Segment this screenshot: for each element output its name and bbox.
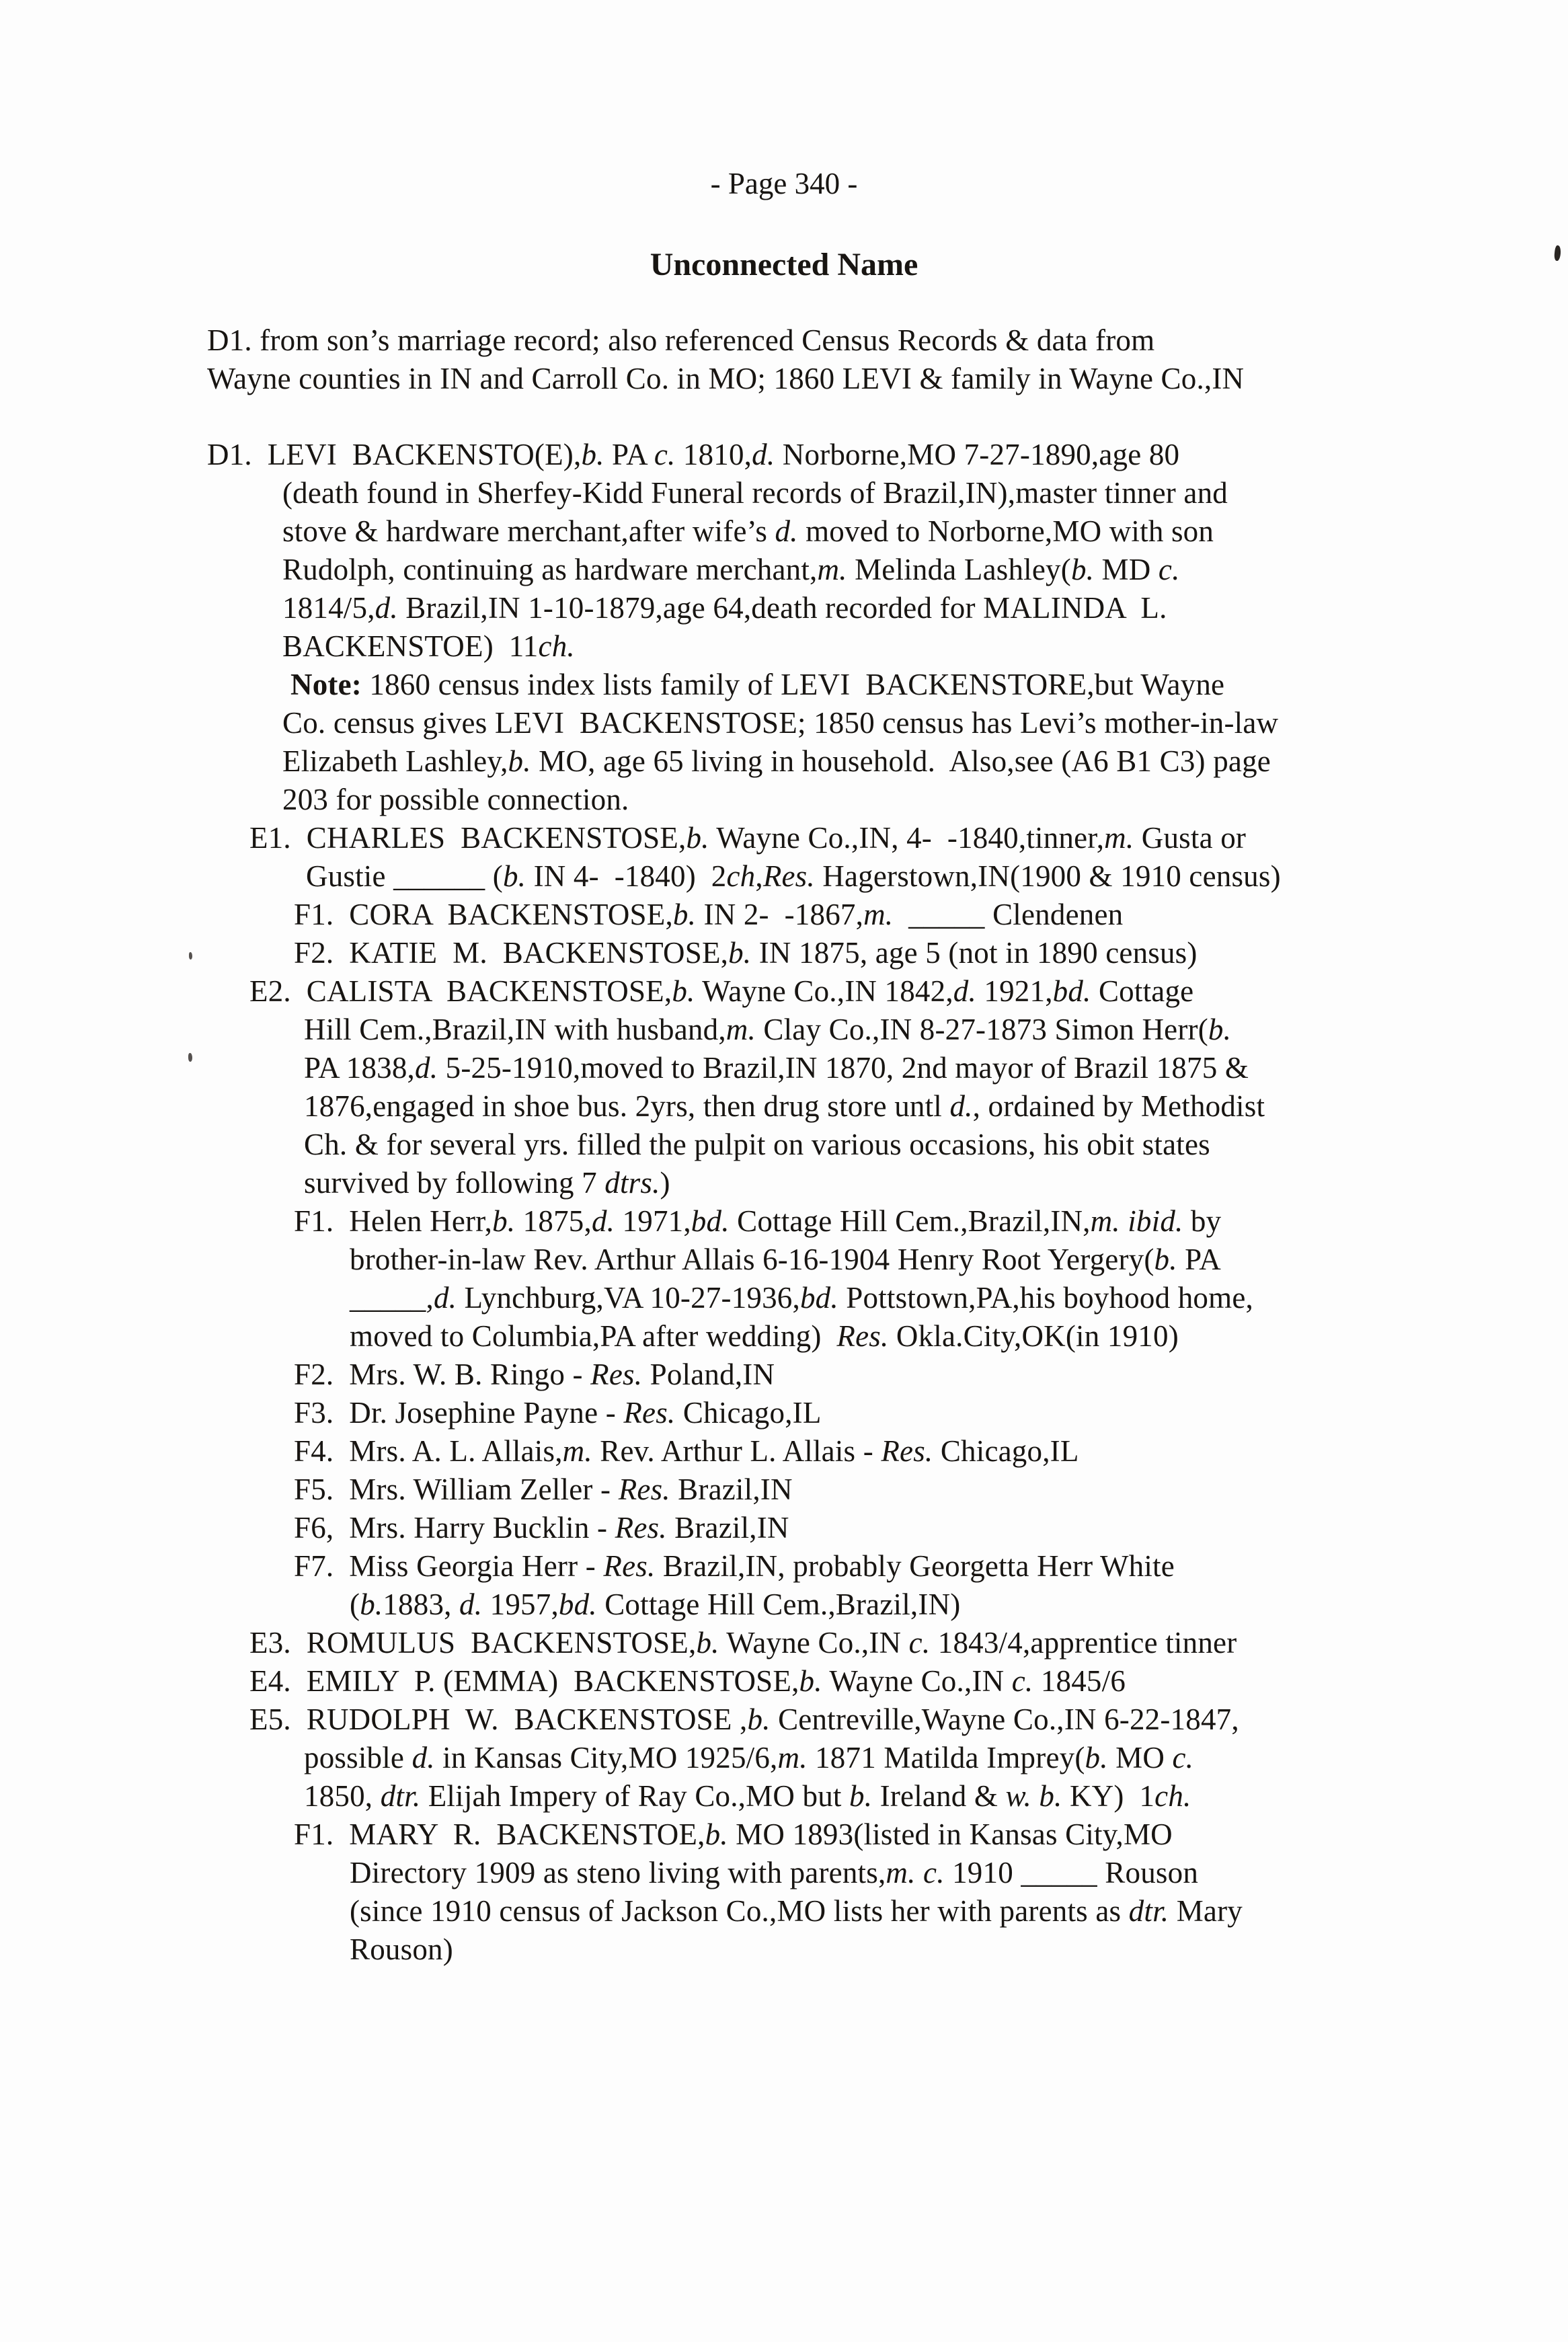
entry-d1-line-6: BACKENSTOE) 11ch. — [282, 629, 575, 663]
entry-d1-line-1: D1. LEVI BACKENSTO(E),b. PA c. 1810,d. Norborne,MO 7-27-1890,age 80 — [207, 438, 1180, 471]
intro-line-2: Wayne counties in IN and Carroll Co. in MO; 1860 LEVI & family in Wayne Co.,IN — [207, 362, 1245, 395]
entry-d1-line-5: 1814/5,d. Brazil,IN 1-10-1879,age 64,death recorded for MALINDA L. — [282, 591, 1167, 625]
entry-d1-note-4: 203 for possible connection. — [282, 783, 629, 816]
entry-e2-line-2: Hill Cem.,Brazil,IN with husband,m. Clay Co.,IN 8-27-1873 Simon Herr(b. — [304, 1013, 1232, 1046]
entry-f1c-line-3: (since 1910 census of Jackson Co.,MO lists her with parents as dtr. Mary — [350, 1894, 1243, 1928]
entry-e5-line-1: E5. RUDOLPH W. BACKENSTOSE ,b. Centreville,Wayne Co.,IN 6-22-1847, — [249, 1703, 1239, 1736]
page-number: - Page 340 - — [710, 167, 858, 200]
entry-f1a-line-1: F1. CORA BACKENSTOSE,b. IN 2- -1867,m. _____ Clendenen — [294, 898, 1124, 931]
entry-e5-line-3: 1850, dtr. Elijah Impery of Ray Co.,MO but b. Ireland & w. b. KY) 1ch. — [304, 1779, 1191, 1813]
scan-artifact-speck — [188, 1053, 192, 1062]
entry-d1-line-4: Rudolph, continuing as hardware merchant,m. Melinda Lashley(b. MD c. — [282, 553, 1180, 586]
entry-f6-line-1: F6, Mrs. Harry Bucklin - Res. Brazil,IN — [294, 1511, 789, 1545]
section-title: Unconnected Name — [650, 247, 918, 282]
entry-e2-line-3: PA 1838,d. 5-25-1910,moved to Brazil,IN 1870, 2nd mayor of Brazil 1875 & — [304, 1051, 1249, 1085]
entry-f2b-line-1: F2. Mrs. W. B. Ringo - Res. Poland,IN — [294, 1358, 775, 1391]
entry-e1-line-2: Gustie ______ (b. IN 4- -1840) 2ch,Res. Hagerstown,IN(1900 & 1910 census) — [306, 859, 1281, 893]
entry-d1-line-2: (death found in Sherfey-Kidd Funeral records of Brazil,IN),master tinner and — [282, 476, 1228, 510]
entry-f4-line-1: F4. Mrs. A. L. Allais,m. Rev. Arthur L. Allais - Res. Chicago,IL — [294, 1434, 1079, 1468]
entry-f7-line-1: F7. Miss Georgia Herr - Res. Brazil,IN, probably Georgetta Herr White — [294, 1549, 1175, 1583]
entry-f1c-line-1: F1. MARY R. BACKENSTOE,b. MO 1893(listed in Kansas City,MO — [294, 1818, 1173, 1851]
intro-line-1: D1. from son’s marriage record; also referenced Census Records & data from — [207, 323, 1155, 357]
entry-f1b-line-1: F1. Helen Herr,b. 1875,d. 1971,bd. Cottage Hill Cem.,Brazil,IN,m. ibid. by — [294, 1204, 1222, 1238]
scan-artifact-speck — [189, 952, 192, 960]
entry-f1b-line-2: brother-in-law Rev. Arthur Allais 6-16-1904 Henry Root Yergery(b. PA — [350, 1243, 1221, 1276]
entry-f2a-line-1: F2. KATIE M. BACKENSTOSE,b. IN 1875, age 5 (not in 1890 census) — [294, 936, 1198, 970]
entry-d1-note-1: Note: 1860 census index lists family of LEVI BACKENSTORE,but Wayne — [290, 668, 1225, 701]
entry-e3-line-1: E3. ROMULUS BACKENSTOSE,b. Wayne Co.,IN c. 1843/4,apprentice tinner — [249, 1626, 1237, 1660]
entry-e1-line-1: E1. CHARLES BACKENSTOSE,b. Wayne Co.,IN, 4- -1840,tinner,m. Gusta or — [249, 821, 1247, 855]
entry-e2-line-5: Ch. & for several yrs. filled the pulpit on various occasions, his obit states — [304, 1128, 1210, 1161]
entry-e4-line-1: E4. EMILY P. (EMMA) BACKENSTOSE,b. Wayne Co.,IN c. 1845/6 — [249, 1664, 1126, 1698]
entry-e5-line-2: possible d. in Kansas City,MO 1925/6,m. 1871 Matilda Imprey(b. MO c. — [304, 1741, 1194, 1774]
entry-e2-line-1: E2. CALISTA BACKENSTOSE,b. Wayne Co.,IN 1842,d. 1921,bd. Cottage — [249, 974, 1194, 1008]
body-text — [0, 321, 1568, 1969]
entry-f1c-line-2: Directory 1909 as steno living with parents,m. c. 1910 _____ Rouson — [350, 1856, 1199, 1889]
entry-f5-line-1: F5. Mrs. William Zeller - Res. Brazil,IN — [294, 1473, 793, 1506]
entry-f3-line-1: F3. Dr. Josephine Payne - Res. Chicago,IL — [294, 1396, 822, 1430]
entry-e2-line-6: survived by following 7 dtrs.) — [304, 1166, 670, 1200]
entry-f7-line-2: (b.1883, d. 1957,bd. Cottage Hill Cem.,Brazil,IN) — [350, 1588, 961, 1621]
entry-d1-note-2: Co. census gives LEVI BACKENSTOSE; 1850 census has Levi’s mother-in-law — [282, 706, 1279, 740]
entry-f1b-line-3: _____,d. Lynchburg,VA 10-27-1936,bd. Pottstown,PA,his boyhood home, — [350, 1281, 1253, 1315]
entry-d1-line-3: stove & hardware merchant,after wife’s d. moved to Norborne,MO with son — [282, 514, 1214, 548]
entry-d1-note-3: Elizabeth Lashley,b. MO, age 65 living in household. Also,see (A6 B1 C3) page — [282, 744, 1271, 778]
entry-e2-line-4: 1876,engaged in shoe bus. 2yrs, then drug store untl d., ordained by Methodist — [304, 1089, 1265, 1123]
entry-f1c-line-4: Rouson) — [350, 1933, 453, 1966]
entry-f1b-line-4: moved to Columbia,PA after wedding) Res. Okla.City,OK(in 1910) — [350, 1319, 1179, 1353]
